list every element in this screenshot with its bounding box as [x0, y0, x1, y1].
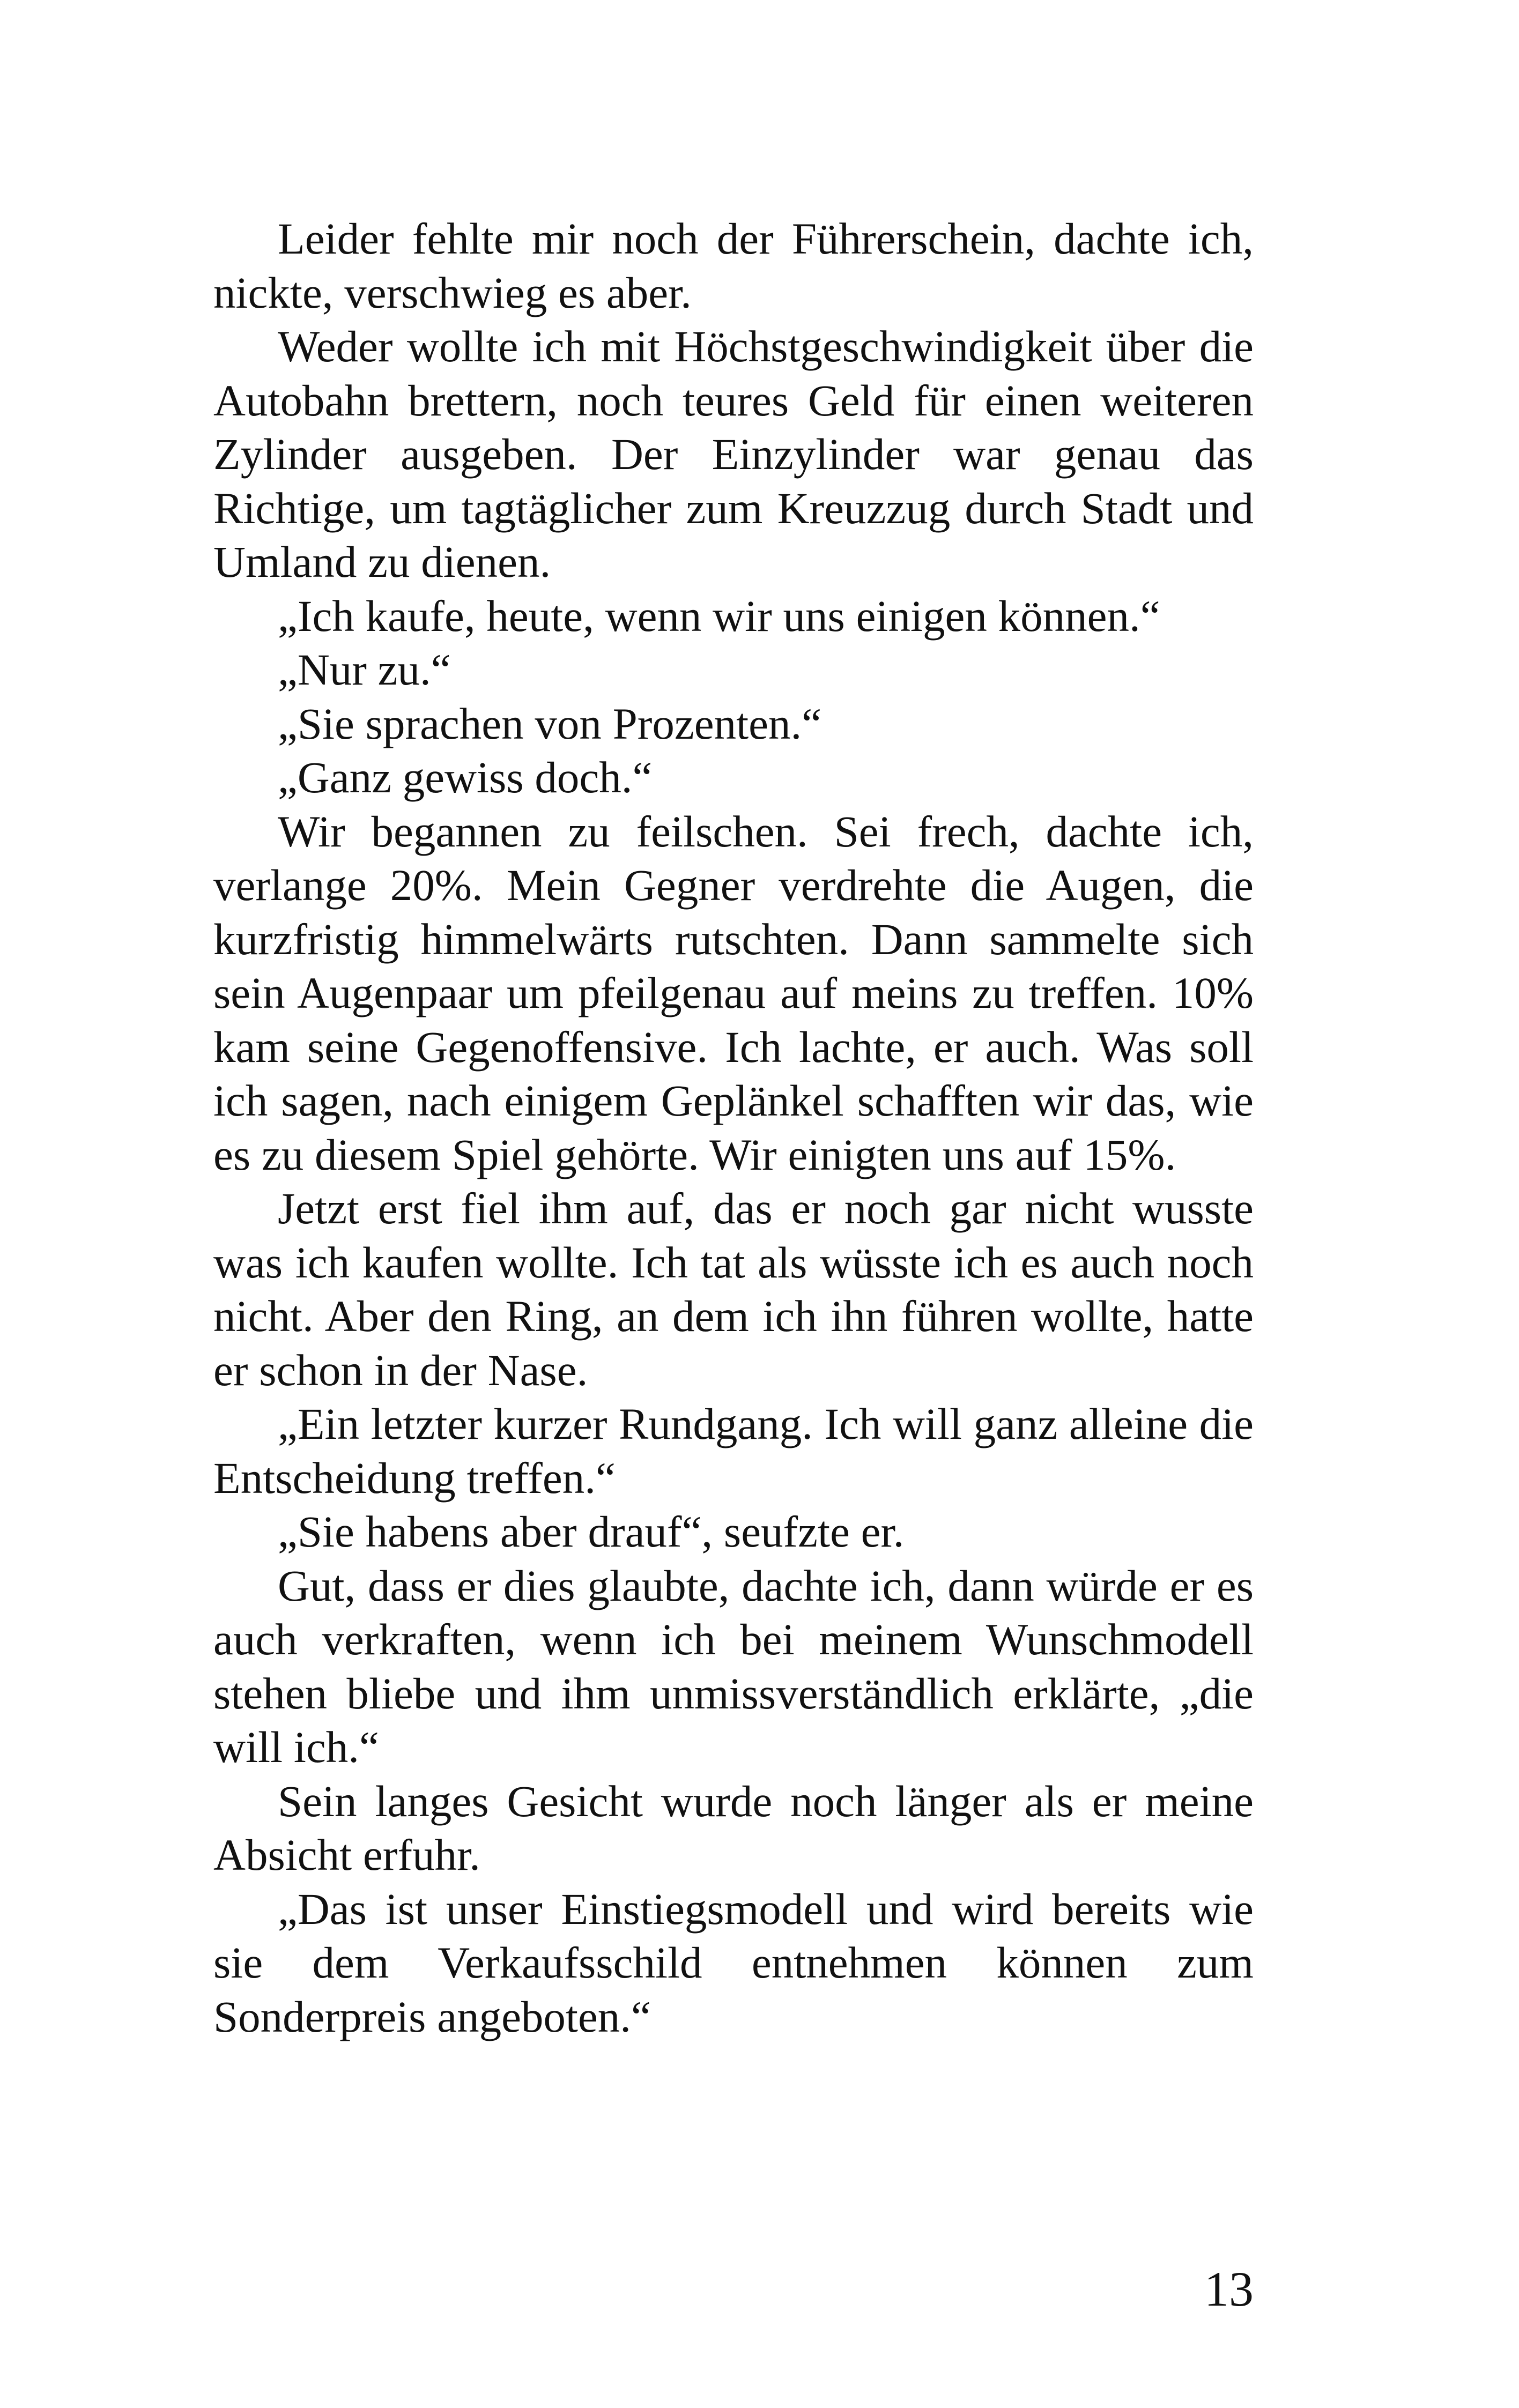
- paragraph: Jetzt erst fiel ihm auf, das er noch gar nicht wusste was ich kaufen wollte. Ich tat als wüsste ich es auch noch nicht. Aber den Ring, an dem ich ihn führen wollte, hatte er schon in der Nase.: [213, 1184, 1254, 1395]
- paragraph: Leider fehlte mir noch der Führerschein, dachte ich, nickte, verschwieg es aber.: [213, 214, 1254, 317]
- paragraph: Sein langes Gesicht wurde noch länger als er meine Absicht erfuhr.: [213, 1776, 1254, 1879]
- body-text: [213, 212, 1254, 2043]
- page-number: 13: [1204, 2262, 1254, 2316]
- paragraph: „Das ist unser Einstiegsmodell und wird bereits wie sie dem Verkaufsschild entnehmen können zum Sonderpreis angeboten.“: [213, 1884, 1254, 2041]
- paragraph: „Ganz gewiss doch.“: [278, 753, 653, 802]
- paragraph: Wir begannen zu feilschen. Sei frech, dachte ich, verlange 20%. Mein Gegner verdrehte die Augen, die kurzfristig himmelwärts rutschten. Dann sammelte sich sein Augenpaar um pfeilgenau auf meins zu treffen. 10% kam seine Gegenoffensive. Ich lachte, er auch. Was soll ich sagen, nach einigem Geplänkel schafften wir das, wie es zu diesem Spiel gehörte. Wir einigten uns auf 15%.: [213, 806, 1254, 1179]
- paragraph: „Sie habens aber drauf“, seufzte er.: [278, 1507, 905, 1556]
- paragraph: „Nur zu.“: [278, 645, 451, 694]
- paragraph: „Ich kaufe, heute, wenn wir uns einigen können.“: [278, 591, 1160, 641]
- paragraph: Weder wollte ich mit Höchstgeschwindigkeit über die Autobahn brettern, noch teures Geld für einen weiteren Zylinder ausgeben. Der Einzylinder war genau das Richtige, um tagtäglicher zum Kreuzzug durch Stadt und Umland zu dienen.: [213, 322, 1254, 586]
- paragraph: „Sie sprachen von Prozenten.“: [278, 698, 822, 748]
- paragraph: Gut, dass er dies glaubte, dachte ich, dann würde er es auch verkraften, wenn ich bei meinem Wunschmodell stehen bliebe und ihm unmissverständlich erklärte, „die will ich.“: [213, 1560, 1254, 1772]
- paragraph: „Ein letzter kurzer Rundgang. Ich will ganz alleine die Entscheidung treffen.“: [213, 1399, 1254, 1503]
